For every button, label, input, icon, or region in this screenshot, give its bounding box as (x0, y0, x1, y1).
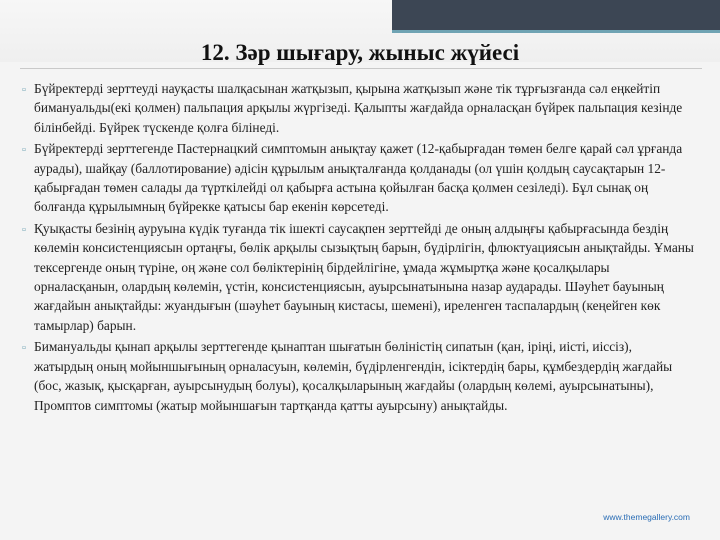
body-text (22, 79, 694, 417)
bullet-icon: ▫ (22, 342, 26, 355)
paragraph (22, 79, 694, 137)
paragraph-text: Бимануальды қынап арқылы зерттегенде қынаптан шығатын бөліністің сипатын (қан, іріңі, иісті, иіссіз), жатырдың оның мойыншығының орналасуын, көлемін, бүдірленгендін, ісіктердің бары, құмбездердің жағдайы (бос, жазық, қысқарған, ауырсынудың болуы), қосалқыларының жағдайы (олардың көлемі, ауырсынатыны), Промптов симптомы (жатыр мойыншағын тартқанда қатты ауырсыну) анықтайды. (34, 339, 673, 413)
bullet-icon: ▫ (22, 84, 26, 96)
title-divider (20, 68, 702, 69)
paragraph-text: Қуықасты безінің ауруына күдік туғанда тік ішекті саусақпен зерттейді де оның алдыңғы қабырғасында бездің көлемін консистенциясын ортаңғы, бөлік арқылы сызықтың барын, бүдірлігін, флюктуациясын анықтайды. Ұманы тексергенде оның түріне, оң және сол бөліктерінің бірдейлігіне, ұмада жұмыртқа және қосалқылары орналасқанын, олардың көлемін, үстін, консистенциясын, ауырсынатынына назар аударады. Шәуһет бауының жағдайын анықтайды: жуандығын (шәуһет бауының кистасы, шемені), иреленген таспалардың (кеңейген көк тамырлар) барын. (34, 220, 694, 333)
bullet-icon: ▫ (22, 223, 26, 236)
paragraph (22, 337, 694, 415)
header-dark-block (392, 0, 720, 30)
footer-url[interactable]: www.themegallery.com (603, 512, 690, 522)
slide-title: 12. Зәр шығару, жыныс жүйесі (200, 40, 520, 65)
paragraph-text: Бүйректерді зерттеуді науқасты шалқасынан жатқызып, қырына жатқызып және тік тұрғызғанда сәл еңкейтіп бимануальды(екі қолмен) пальпация арқылы жүргізеді. Қалыпты жағдайда орналасқан бүйрек пальпация кезінде білінбейді. Бүйрек түскенде қолға білінеді. (34, 81, 683, 135)
header-accent-line (392, 30, 720, 33)
paragraph (22, 139, 694, 217)
bullet-icon: ▫ (22, 144, 26, 157)
paragraph-text: Бүйректерді зерттегенде Пастернацкий симптомын анықтау қажет (12-қабырғадан төмен белге қарай сәл ұрғанда аурады), шайқау (баллотирование) әдісін құрылым анықталғанда қолданады (ол үшін қолдың саусақтарын 12-қабырғадан төмен салады да түрткілейді ол қабырға астына қойылған басқа қолмен сезіледі). Бұл сынақ оң болғанда құрылымның бүйрекке қатысы бар екенін көрсетеді. (34, 141, 683, 215)
paragraph (22, 219, 694, 335)
